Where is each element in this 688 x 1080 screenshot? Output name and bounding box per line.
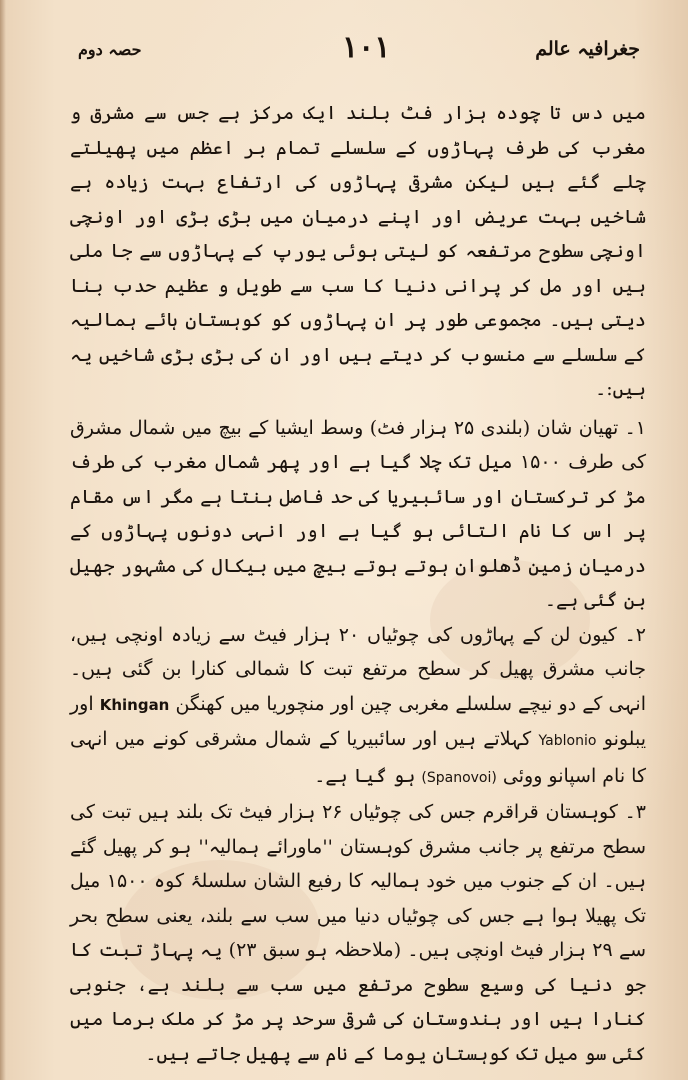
kunlun-text-3: کہلاتے ہیں اور سائبیریا کے شمال مشرقی کونے میں انہی کا نام اسپانو ووئی [70,728,646,787]
paragraph-kunlun [70,618,646,796]
body-text [70,96,646,1071]
running-title: جغرافیہ عالم [535,38,640,60]
spanovoi-label: (Spanovoi) [421,769,497,786]
paragraph-tian-shan: ۱۔ تھیان شان (بلندی ۲۵ ہزار فٹ) وسط ایشیا کے بیچ میں شمال مشرق کی طرف ۱۵۰۰ میل تک چلا گیا ہے اور پھر شمال مغرب کی طرف مڑ کر ترکستان اور سائبیریا کی حد فاصل بنتا ہے مگر اس مقام پر اس کا نام التائی ہو گیا ہے اور انہی دونوں پہاڑوں کے درمیان زمین ڈھلوان ہوتے ہوتے بیچ میں بیکال کی مشہور جھیل بن گئی ہے۔ [70,416,646,611]
paragraph-karakoram: ۳۔ کوہستان قراقرم جس کی چوٹیاں ۲۶ ہزار فیٹ تک بلند ہیں تبت کی سطح مرتفع پر جانب مشرق کوہستان ''ماورائے ہمالیہ'' ہو کر پھیل گئے ہیں۔ ان کے جنوب میں خود ہمالیہ کا رفیع الشان سلسلۂ کوہ ۱۵۰۰ میل تک پھیلا ہوا ہے جس کی چوٹیاں دنیا میں سب سے بلند، یعنی سطح بحر سے ۲۹ ہزار فیٹ اونچی ہیں۔ (ملاحظہ ہو سبق ۲۳) یہ پہاڑ تبت کا جو دنیا کی وسیع سطوح مرتفع میں سب سے بلند ہے، جنوبی کنارا ہیں اور ہندوستان کی شرقی سرحد پر مڑ کر ملک برما میں کئی سو میل تک کوہستان یوما کے نام سے پھیل جاتے ہیں۔ [70,801,647,1065]
kunlun-text-2: اور یبلونو [70,692,646,750]
page-number: ۱۰۱ [342,30,391,65]
khingan-label: Khingan [99,695,170,714]
page-binding-edge [0,0,6,1080]
kunlun-text-1: ۲۔ کیون لن کے پہاڑوں کی چوٹیاں ۲۰ ہزار فیٹ سے زیادہ اونچی ہیں، جانب مشرق پھیل کر سطح مرتفع تبت کا شمالی کنارا بن گئی ہیں۔ انہی کے دو نیچے سلسلے مغربی چین اور منچوریا میں کھنگن [70,623,647,715]
page-header [60,30,640,74]
section-label: حصہ دوم [78,40,142,59]
kunlun-text-4: ہو گیا ہے۔ [314,764,416,787]
paragraph-intro: میں دس تا چودہ ہزار فٹ بلند ایک مرکز ہے جس سے مشرق و مغرب کی طرف پہاڑوں کے سلسلے تمام بر اعظم میں پھیلتے چلے گئے ہیں لیکن مشرقی پہاڑوں کی ارتفاع بہت زیادہ ہے شاخیں بہت عریض اور اپنے درمیان میں بڑی بڑی اور اونچی اونچی سطوح مرتفعہ کو لیتی ہوئی یورپ کے پہاڑوں سے جا ملی ہیں اور مل کر پرانی دنیا کا سب سے طویل و عظیم حدب بنا دیتی ہیں۔ مجموعی طور پر ان پہاڑوں کو کوہستان ہائے ہمالیہ کے سلسلے سے منسوب کر دیتے ہیں اور ان کی بڑی بڑی شاخیں یہ ہیں:۔ [70,102,646,400]
yablonio-label: Yablonio [538,733,597,749]
